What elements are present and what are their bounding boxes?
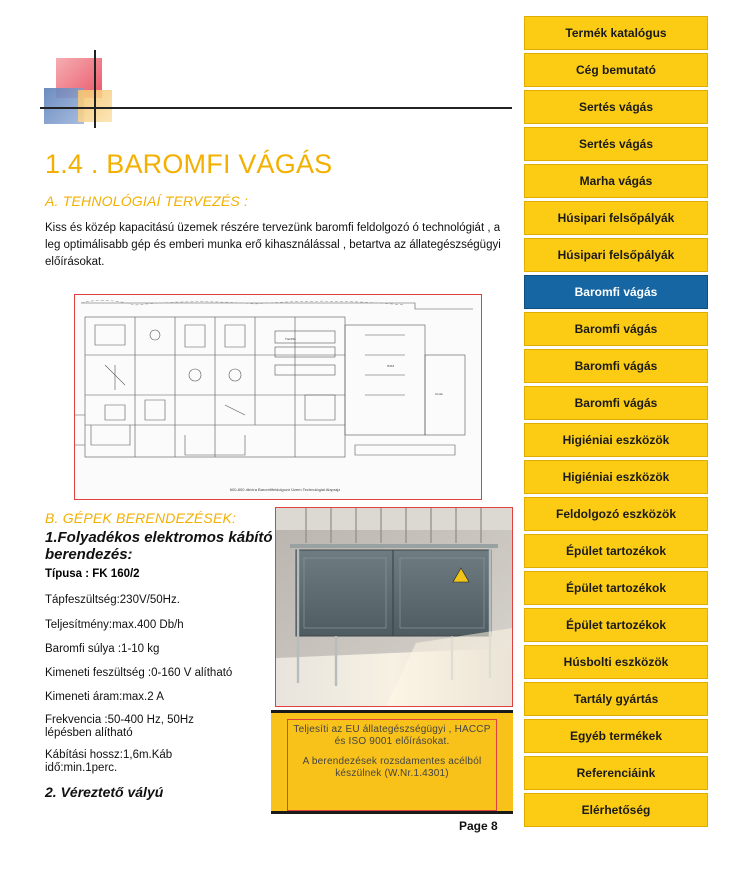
stunner-photo-drawing	[276, 508, 512, 706]
side-navigation	[524, 16, 708, 830]
nav-item-3[interactable]: Sertés vágás	[524, 127, 708, 161]
nav-item-21[interactable]: Elérhetőség	[524, 793, 708, 827]
nav-item-14[interactable]: Épület tartozékok	[524, 534, 708, 568]
nav-item-11[interactable]: Higiéniai eszközök	[524, 423, 708, 457]
compliance-text: Teljesíti az EU állategészségügyi , HACCP és ISO 9001 előírásokat.	[293, 724, 491, 747]
spec-capacity: Teljesítmény:max.400 Db/h	[45, 619, 184, 631]
nav-item-18[interactable]: Tartály gyártás	[524, 682, 708, 716]
equipment-2-title: 2. Véreztető vályú	[45, 784, 164, 800]
nav-item-15[interactable]: Épület tartozékok	[524, 571, 708, 605]
nav-item-8[interactable]: Baromfi vágás	[524, 312, 708, 346]
nav-item-12[interactable]: Higiéniai eszközök	[524, 460, 708, 494]
floor-plan-caption: 600-800 db/óra Baromfifeldolgozó Üzem Technológiai Alaprajz	[229, 487, 341, 492]
page-title: 1.4 . BAROMFI VÁGÁS	[45, 149, 333, 179]
nav-item-6[interactable]: Húsipari felsőpályák	[524, 238, 708, 272]
equipment-photo	[275, 507, 513, 707]
nav-item-10[interactable]: Baromfi vágás	[524, 386, 708, 420]
nav-item-17[interactable]: Húsbolti eszközök	[524, 645, 708, 679]
spec-stun-length: Kábítási hossz:1,6m.Káb idő:min.1perc.	[45, 749, 173, 774]
compliance-panel	[271, 710, 513, 814]
header-rule	[40, 107, 512, 109]
svg-text:Hűtő: Hűtő	[387, 364, 395, 368]
floor-plan-drawing	[75, 295, 480, 498]
spec-weight: Baromfi súlya :1-10 kg	[45, 643, 160, 655]
equipment-1-title: 1.Folyadékos elektromos kábító berendezés:	[45, 529, 273, 563]
svg-text:Iroda: Iroda	[435, 392, 443, 396]
logo-vertical-line	[94, 50, 96, 128]
svg-text:Tisztító: Tisztító	[285, 337, 296, 341]
section-a-heading: A. TEHNOLÓGIAÍ TERVEZÉS :	[45, 193, 249, 209]
section-b-heading: B. GÉPEK BERENDEZÉSEK:	[45, 510, 237, 526]
nav-item-2[interactable]: Sertés vágás	[524, 90, 708, 124]
spec-voltage: Tápfeszültség:230V/50Hz.	[45, 594, 180, 606]
intro-paragraph: Kiss és közép kapacitású üzemek részére tervezünk baromfi feldolgozó ó technológiát , a leg optimálisabb gép és emberi munka erő kihasználással , betartva az állategészségügyi előírásokat.	[45, 222, 501, 268]
floor-plan-image	[74, 294, 482, 500]
nav-item-19[interactable]: Egyéb termékek	[524, 719, 708, 753]
nav-item-9[interactable]: Baromfi vágás	[524, 349, 708, 383]
page-number: Page 8	[459, 819, 498, 833]
company-logo	[40, 50, 120, 128]
nav-item-16[interactable]: Épület tartozékok	[524, 608, 708, 642]
nav-item-0[interactable]: Termék katalógus	[524, 16, 708, 50]
nav-item-20[interactable]: Referenciáink	[524, 756, 708, 790]
compliance-box	[287, 719, 497, 811]
material-text: A berendezések rozsdamentes acélból készülnek (W.Nr.1.4301)	[302, 756, 482, 779]
nav-item-13[interactable]: Feldolgozó eszközök	[524, 497, 708, 531]
nav-item-4[interactable]: Marha vágás	[524, 164, 708, 198]
nav-item-1[interactable]: Cég bemutató	[524, 53, 708, 87]
equipment-type: Típusa : FK 160/2	[45, 568, 140, 580]
spec-output-voltage: Kimeneti feszültség :0-160 V alítható	[45, 667, 233, 679]
nav-item-5[interactable]: Húsipari felsőpályák	[524, 201, 708, 235]
spec-output-current: Kimeneti áram:max.2 A	[45, 691, 164, 703]
spec-frequency: Frekvencia :50-400 Hz, 50Hz lépésben alítható	[45, 714, 194, 739]
nav-item-7[interactable]: Baromfi vágás	[524, 275, 708, 309]
